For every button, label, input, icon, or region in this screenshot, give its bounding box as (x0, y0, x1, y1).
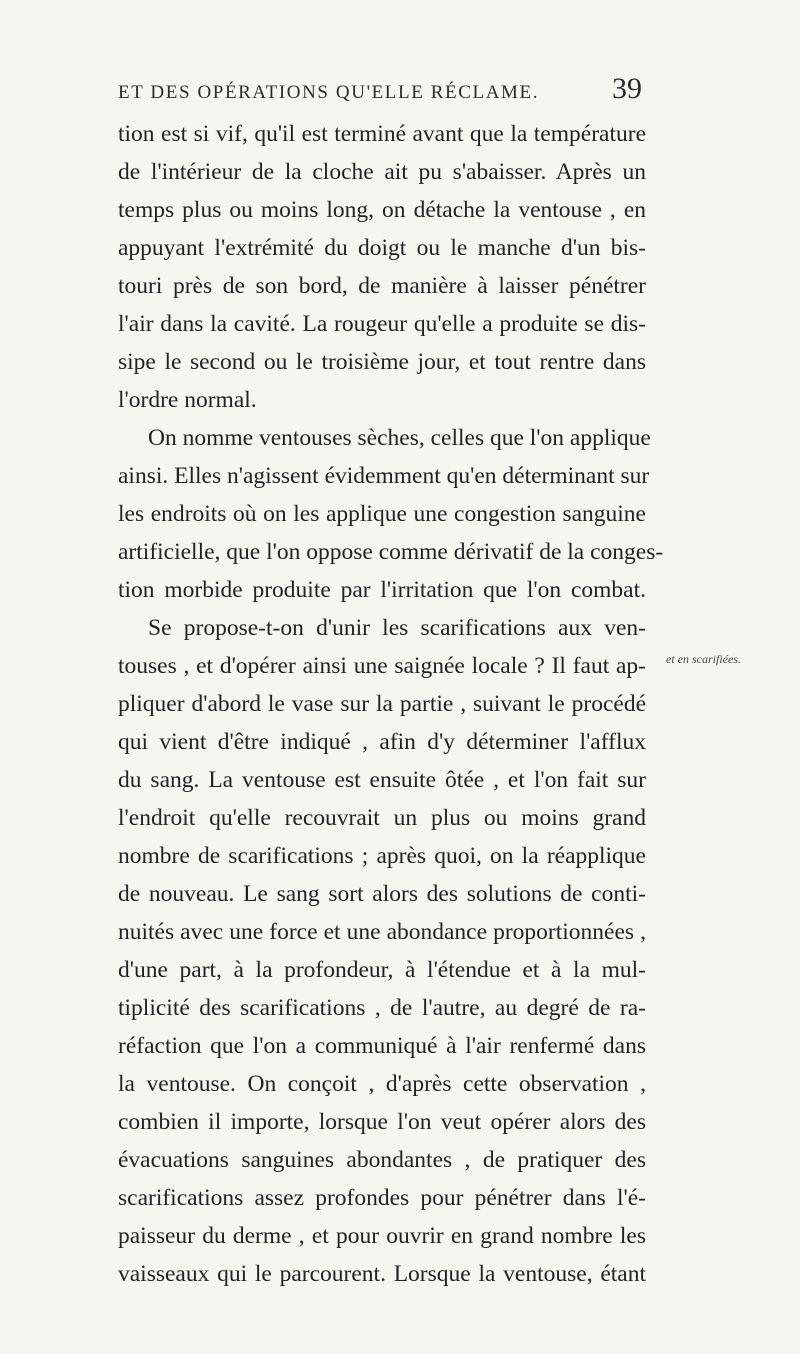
body-text (118, 115, 664, 1293)
text-line: l'ordre normal. (118, 387, 257, 413)
text-line: du sang. La ventouse est ensuite ôtée , et l'on fait sur (118, 767, 646, 793)
text-line: touri près de son bord, de manière à laisser pénétrer (118, 273, 646, 299)
text-line: scarifications assez profondes pour pénétrer dans l'é- (118, 1185, 646, 1211)
text-line: tiplicité des scarifications , de l'autre, au degré de ra- (118, 995, 646, 1021)
page-number: 39 (612, 72, 642, 105)
margin-note: et en scarifiées. (666, 652, 741, 666)
running-header: ET DES OPÉRATIONS QU'ELLE RÉCLAME. (118, 82, 540, 103)
text-line: artificielle, que l'on oppose comme dérivatif de la conges- (118, 539, 664, 565)
text-line: appuyant l'extrémité du doigt ou le manche d'un bis- (118, 235, 646, 261)
text-line: temps plus ou moins long, on détache la ventouse , en (118, 197, 646, 223)
text-line: l'endroit qu'elle recouvrait un plus ou moins grand (118, 805, 646, 831)
text-line: nombre de scarifications ; après quoi, on la réapplique (118, 843, 646, 869)
text-line: sipe le second ou le troisième jour, et tout rentre dans (118, 349, 646, 375)
text-line: vaisseaux qui le parcourent. Lorsque la ventouse, étant (118, 1261, 646, 1287)
text-line: de l'intérieur de la cloche ait pu s'abaisser. Après un (118, 159, 646, 185)
text-line: réfaction que l'on a communiqué à l'air renfermé dans (118, 1033, 646, 1059)
text-line: pliquer d'abord le vase sur la partie , suivant le procédé (118, 691, 646, 717)
text-line: l'air dans la cavité. La rougeur qu'elle a produite se dis- (118, 311, 646, 337)
text-line: touses , et d'opérer ainsi une saignée locale ? Il faut ap- (118, 653, 646, 679)
paragraph-start-line: On nomme ventouses sèches, celles que l'on applique (148, 425, 651, 451)
text-line: tion est si vif, qu'il est terminé avant que la température (118, 121, 646, 147)
text-line: combien il importe, lorsque l'on veut opérer alors des (118, 1109, 646, 1135)
text-line: ainsi. Elles n'agissent évidemment qu'en déterminant sur (118, 463, 650, 489)
text-line: tion morbide produite par l'irritation que l'on combat. (118, 577, 646, 603)
text-line: les endroits où on les applique une congestion sanguine (118, 501, 646, 527)
text-line: d'une part, à la profondeur, à l'étendue et à la mul- (118, 957, 646, 983)
text-line: la ventouse. On conçoit , d'après cette observation , (118, 1071, 646, 1097)
text-line: nuités avec une force et une abondance proportionnées , (118, 919, 646, 945)
text-line: paisseur du derme , et pour ouvrir en grand nombre les (118, 1223, 646, 1249)
text-line: qui vient d'être indiqué , afin d'y déterminer l'afflux (118, 729, 646, 755)
text-line: évacuations sanguines abondantes , de pratiquer des (118, 1147, 646, 1173)
text-line: de nouveau. Le sang sort alors des solutions de conti- (118, 881, 646, 907)
paragraph-start-line: Se propose-t-on d'unir les scarifications aux ven- (148, 615, 646, 641)
